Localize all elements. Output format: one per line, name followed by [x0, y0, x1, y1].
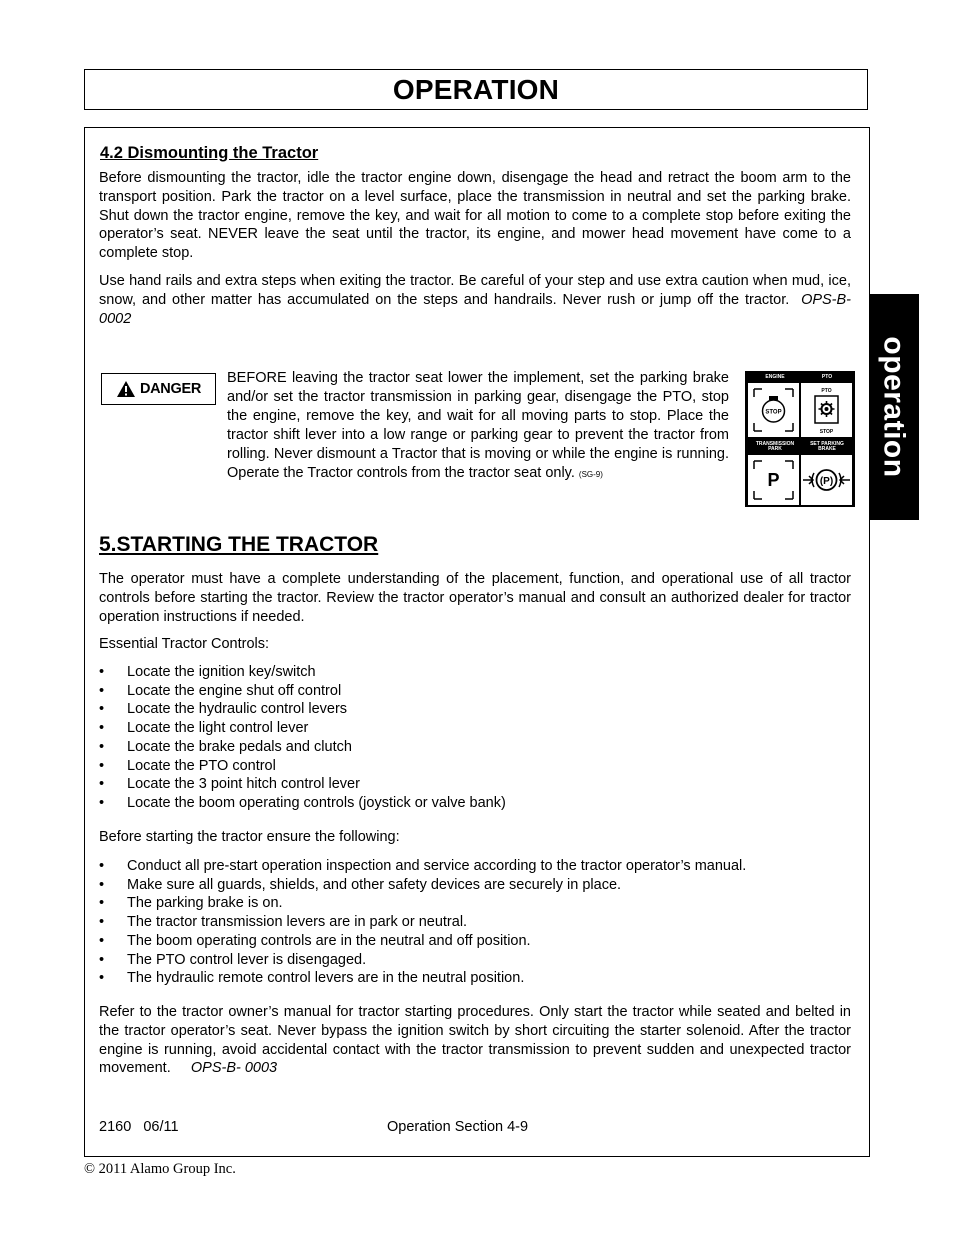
- transmission-park-panel: [748, 455, 799, 505]
- bullet: •: [99, 701, 105, 718]
- decal-label-transmission-park: TRANSMISSION PARK: [755, 441, 795, 452]
- list-item-text: Locate the hydraulic control levers: [127, 701, 348, 718]
- list-item: [99, 932, 851, 951]
- bullet: •: [99, 776, 105, 793]
- list-item-text: Locate the 3 point hitch control lever: [127, 776, 360, 793]
- list-item: [99, 894, 851, 913]
- ensure-heading: [99, 828, 851, 847]
- danger-word: DANGER: [139, 381, 202, 397]
- engine-stop-panel: [748, 383, 799, 437]
- bullet: •: [99, 932, 105, 949]
- bullet: •: [99, 794, 105, 811]
- decal-label-set-parking-brake: SET PARKING BRAKE: [810, 441, 844, 452]
- paragraph: [99, 1003, 851, 1078]
- warning-triangle-icon: [116, 380, 136, 398]
- decal-p-circle-text: (P): [819, 476, 834, 487]
- section-5-closing: [99, 1003, 851, 1078]
- paragraph: Before starting the tractor ensure the following:: [99, 829, 400, 845]
- footer-section: Operation Section 4-9: [387, 1119, 529, 1135]
- list-item-text: The boom operating controls are in the neutral and off position.: [127, 932, 531, 949]
- bullet: •: [99, 876, 105, 893]
- decal-pto-inner-text: PTO: [821, 388, 832, 394]
- list-item-text: Locate the light control lever: [127, 720, 309, 737]
- ops-reference: OPS-B- 0002: [99, 291, 852, 327]
- list-item: [99, 969, 851, 988]
- section-4-2-para2: [99, 272, 851, 328]
- list-item-text: The hydraulic remote control levers are in the neutral position.: [127, 970, 525, 987]
- paragraph-text: Refer to the tractor owner’s manual for tractor starting procedures. Only start the tractor while seated and belted in the tractor operator’s seat. Never bypass the ignition switch by short circuiting the starter solenoid. After the tractor engine is running, avoid accidental contact with the tractor transmission to prevent sudden and unexpected tractor movement.: [99, 1004, 851, 1077]
- paragraph: Before dismounting the tractor, idle the tractor engine down, disengage the head and retract the boom arm to the transport position. Park the tractor on a level surface, place the transmission in neutral and set the parking brake. Shut down the tractor engine, remove the key, and wait for all motion to come to a complete stop before exiting the operator’s seat. NEVER leave the seat until the tractor, its engine, and mower head movement have come to a complete stop.: [99, 170, 851, 262]
- list-item: [99, 775, 851, 794]
- list-item: [99, 719, 851, 738]
- bullet: •: [99, 858, 105, 874]
- list-item-text: Conduct all pre-start operation inspection and service according to the tractor operator’s manual.: [127, 858, 747, 874]
- paragraph: The operator must have a complete understanding of the placement, function, and operational use of all tractor controls before starting the tractor. Review the tractor operator’s manual and consult an authorized dealer for tractor operation instructions if needed.: [99, 571, 851, 625]
- list-item: [99, 876, 851, 895]
- bullet: •: [99, 895, 105, 912]
- section-4-2-title: 4.2 Dismounting the Tractor: [100, 144, 319, 162]
- list-item: [99, 857, 851, 876]
- bullet: •: [99, 970, 105, 987]
- side-tab-label: operation: [878, 336, 912, 478]
- controls-decal: [745, 371, 855, 507]
- list-item-text: Locate the brake pedals and clutch: [127, 738, 352, 755]
- decal-pto-stop-text: STOP: [819, 429, 834, 435]
- section-4-2-para1: [99, 169, 851, 263]
- list-item-text: Locate the PTO control: [127, 757, 276, 774]
- pto-stop-icon: [801, 383, 852, 437]
- transmission-park-icon: [748, 455, 799, 505]
- danger-label: [101, 373, 216, 405]
- ensure-list: [99, 857, 851, 988]
- ops-reference: OPS-B- 0003: [190, 1060, 278, 1077]
- list-item: [99, 738, 851, 757]
- decal-stop-text: STOP: [765, 409, 782, 416]
- decal-p-text: P: [767, 470, 780, 490]
- list-item-text: The parking brake is on.: [127, 895, 283, 912]
- side-tab: [869, 294, 919, 520]
- list-item-text: Locate the engine shut off control: [127, 682, 342, 699]
- sg-reference: (SG-9): [578, 469, 603, 479]
- section-5-title: 5.STARTING THE TRACTOR: [99, 533, 379, 556]
- paragraph: [99, 272, 851, 328]
- footer-model-date: 2160 06/11: [99, 1119, 179, 1135]
- danger-text: BEFORE leaving the tractor seat lower the implement, set the parking brake and/or set the tractor transmission in parking gear, disengage the PTO, stop the engine, remove the key, and wait for all moving parts to stop. Place the tractor shift lever into a low range or parking gear to prevent the tractor from rolling. Never dismount a Tractor that is moving or while the engine is running. Operate the Tractor controls from the tractor seat only.: [227, 370, 729, 481]
- list-item: [99, 682, 851, 701]
- decal-label-pto: PTO: [821, 374, 833, 380]
- copyright: © 2011 Alamo Group Inc.: [84, 1161, 236, 1177]
- list-item: [99, 794, 851, 813]
- list-item: [99, 951, 851, 970]
- bullet: •: [99, 757, 105, 774]
- parking-brake-icon: [801, 455, 852, 505]
- list-item: [99, 913, 851, 932]
- controls-list: [99, 663, 851, 813]
- pto-stop-panel: [801, 383, 852, 437]
- bullet: •: [99, 720, 105, 737]
- bullet: •: [99, 682, 105, 699]
- engine-stop-icon: [748, 383, 799, 437]
- paragraph: Essential Tractor Controls:: [99, 636, 270, 652]
- list-item-text: Locate the boom operating controls (joystick or valve bank): [127, 794, 506, 811]
- bullet: •: [99, 738, 105, 755]
- list-item: [99, 700, 851, 719]
- list-item-text: Make sure all guards, shields, and other safety devices are securely in place.: [127, 876, 622, 893]
- bullet: •: [99, 664, 105, 680]
- controls-heading: [99, 635, 851, 654]
- paragraph-text: Use hand rails and extra steps when exiting the tractor. Be careful of your step and use extra caution when mud, ice, snow, and other matter has accumulated on the steps and handrails. Never rush or jump off the tractor.: [99, 273, 851, 308]
- list-item: [99, 757, 851, 776]
- danger-message: [227, 369, 729, 484]
- parking-brake-panel: [801, 455, 852, 505]
- bullet: •: [99, 914, 105, 931]
- list-item-text: The tractor transmission levers are in park or neutral.: [127, 914, 468, 931]
- page-title: OPERATION: [392, 73, 560, 105]
- bullet: •: [99, 951, 105, 968]
- decal-label-engine: ENGINE: [765, 374, 785, 380]
- section-5-intro: [99, 570, 851, 626]
- page-header: [84, 69, 868, 110]
- list-item: [99, 663, 851, 682]
- list-item-text: The PTO control lever is disengaged.: [127, 951, 367, 968]
- list-item-text: Locate the ignition key/switch: [127, 664, 316, 680]
